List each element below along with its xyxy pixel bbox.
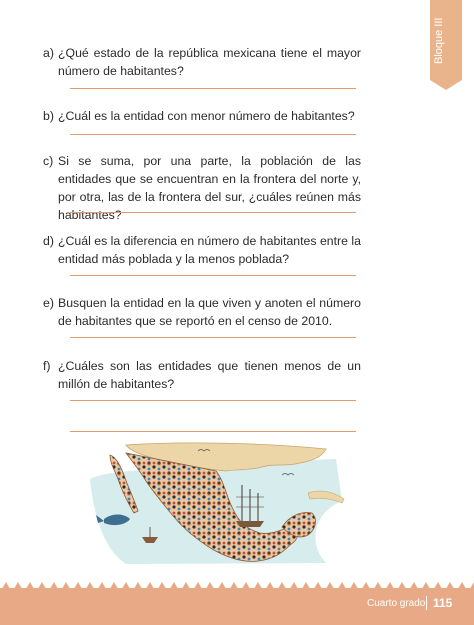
answer-line-c[interactable] bbox=[70, 212, 356, 213]
question-text: ¿Cuáles son las entidades que tienen menos de un millón de habitantes? bbox=[58, 359, 361, 391]
question-b bbox=[43, 107, 361, 125]
question-letter: e) bbox=[43, 296, 54, 310]
question-text: ¿Cuál es la entidad con menor número de habitantes? bbox=[58, 109, 355, 123]
answer-line-a[interactable] bbox=[70, 88, 356, 89]
question-text: ¿Cuál es la diferencia en número de habitantes entre la entidad más poblada y la menos poblada? bbox=[58, 234, 361, 266]
answer-line-f1[interactable] bbox=[70, 400, 356, 401]
question-e bbox=[43, 294, 361, 330]
block-tab bbox=[430, 0, 462, 80]
block-label: Bloque III bbox=[433, 17, 445, 64]
question-text: Busquen la entidad en la que viven y anoten el número de habitantes que se reportó en el censo de 2010. bbox=[58, 296, 361, 328]
question-letter: f) bbox=[43, 359, 51, 373]
question-letter: c) bbox=[43, 154, 54, 168]
question-text: ¿Qué estado de la república mexicana tiene el mayor número de habitantes? bbox=[58, 46, 361, 78]
answer-line-e[interactable] bbox=[70, 337, 356, 338]
question-f bbox=[43, 357, 361, 393]
footer-grade: Cuarto grado bbox=[367, 598, 426, 609]
question-d bbox=[43, 232, 361, 268]
answer-line-d[interactable] bbox=[70, 275, 356, 276]
question-a bbox=[43, 44, 361, 80]
map-svg bbox=[86, 441, 346, 566]
question-c bbox=[43, 152, 361, 224]
answer-line-f2[interactable] bbox=[70, 431, 356, 432]
question-letter: a) bbox=[43, 46, 54, 60]
question-letter: d) bbox=[43, 234, 54, 248]
mexico-map-illustration bbox=[86, 441, 346, 566]
footer-separator bbox=[426, 596, 427, 610]
answer-line-b[interactable] bbox=[70, 134, 356, 135]
question-letter: b) bbox=[43, 109, 54, 123]
question-text: Si se suma, por una parte, la población de las entidades que se encuentran en la frontera del norte y, por otra, las de la frontera del sur, ¿cuáles reúnen más habitantes? bbox=[58, 154, 361, 222]
page-number: 115 bbox=[433, 596, 453, 610]
